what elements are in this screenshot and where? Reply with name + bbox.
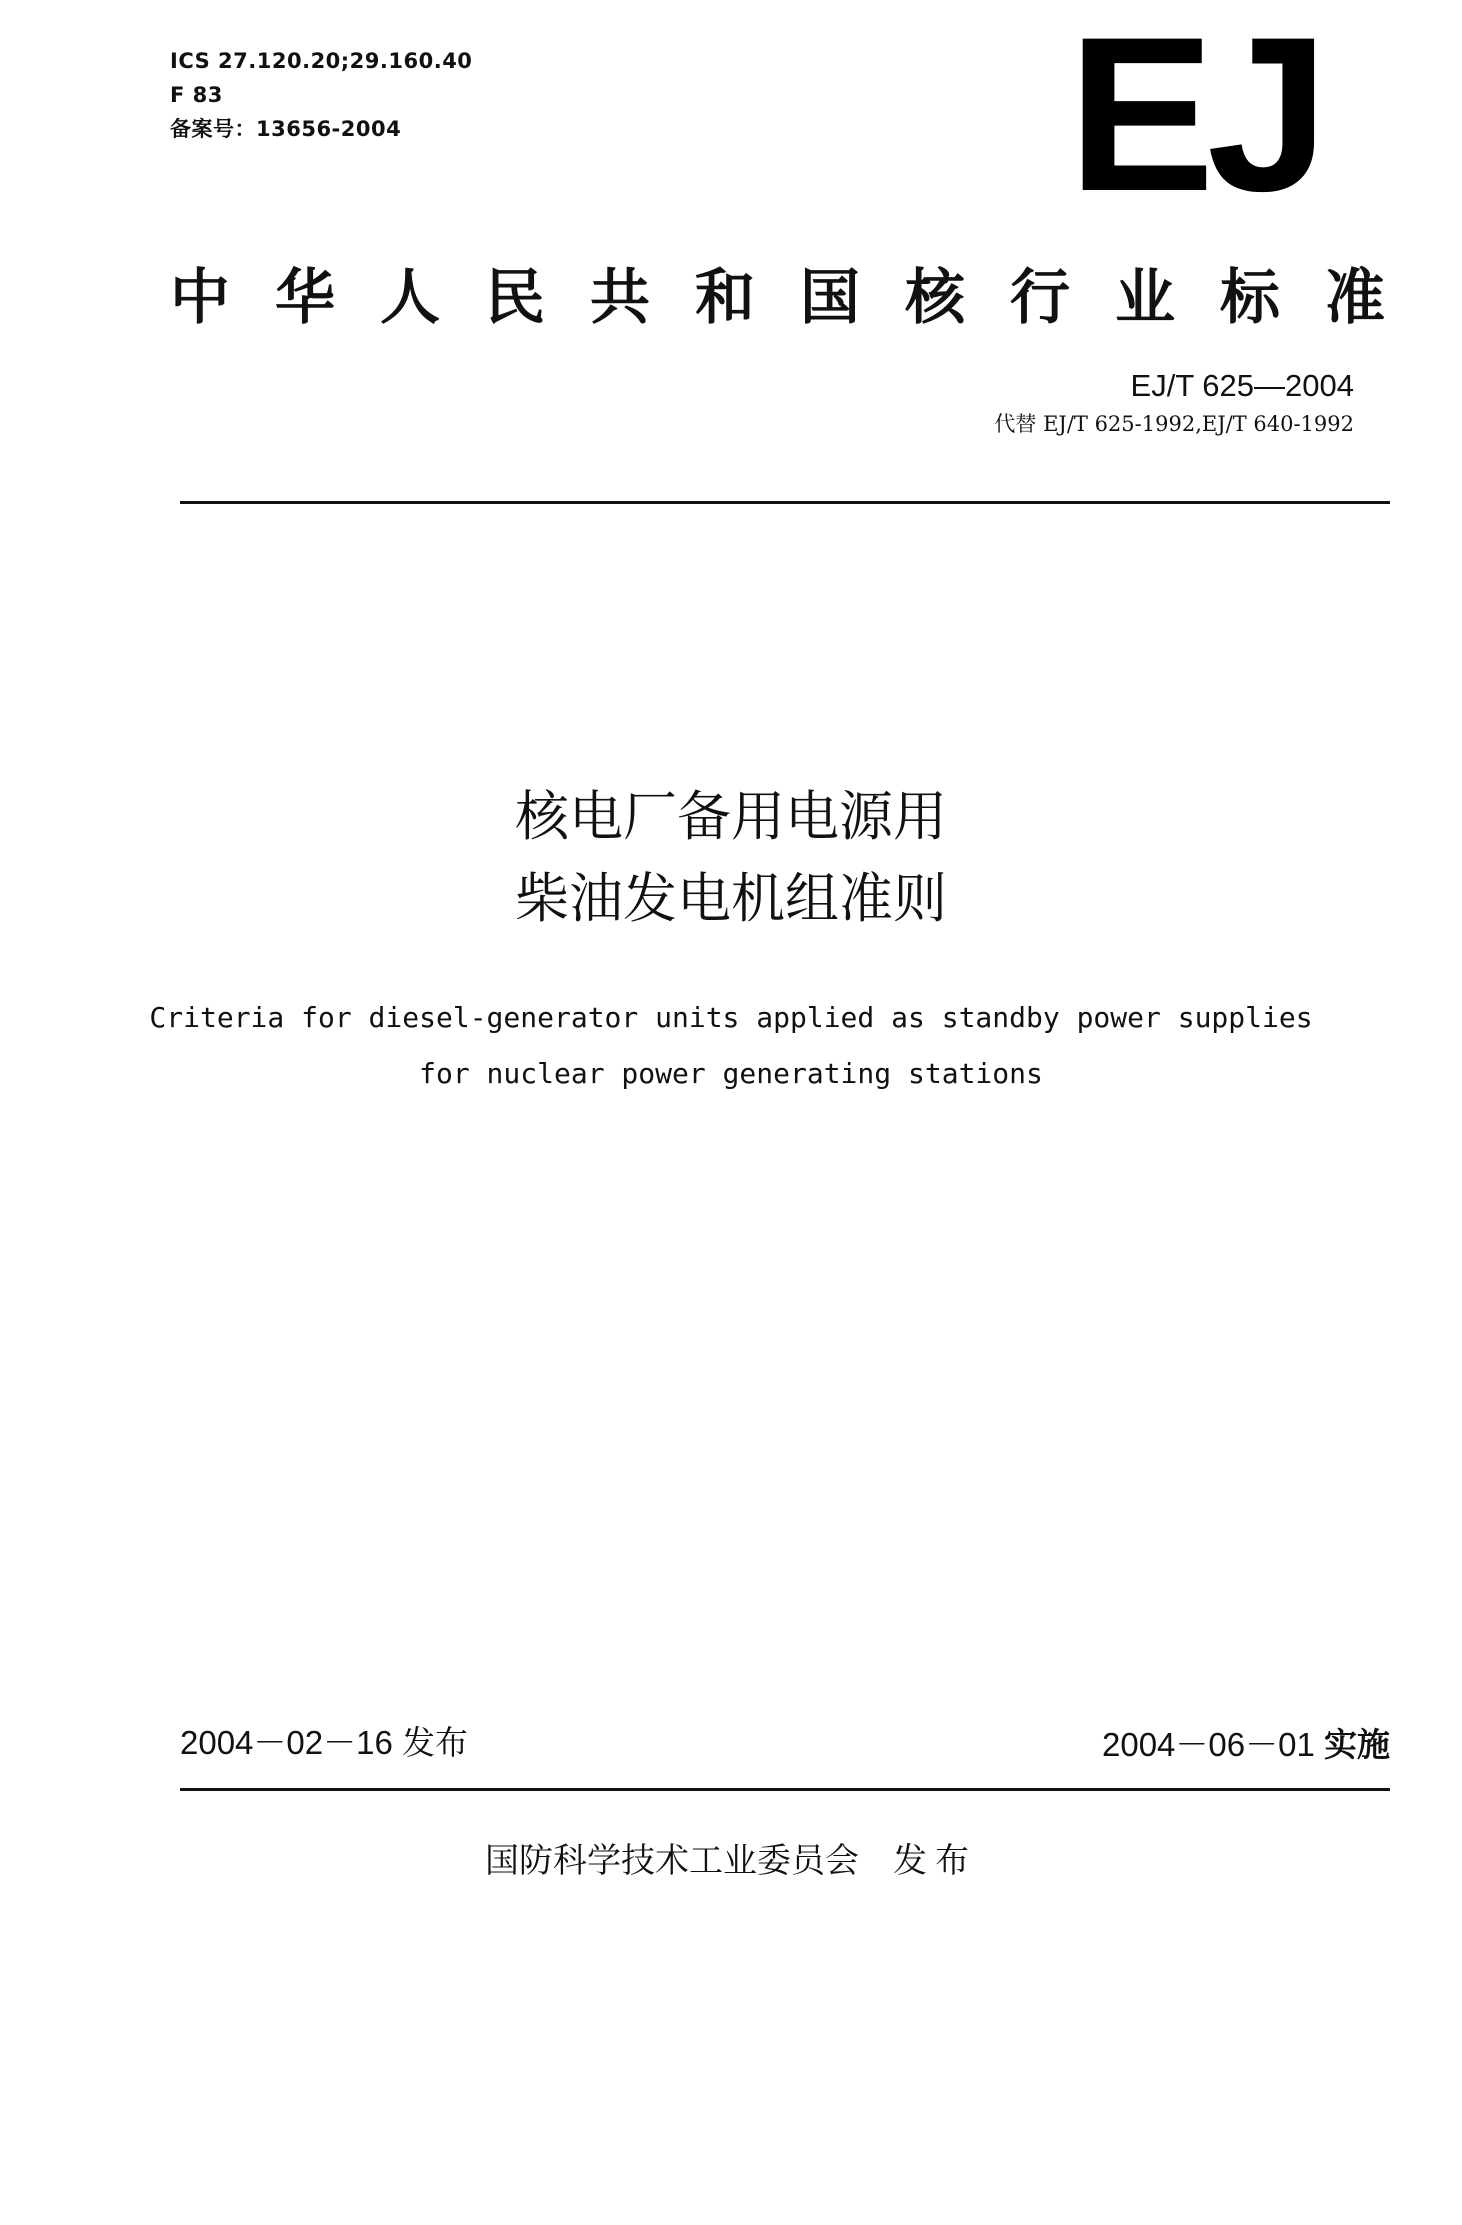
classification-code: F 83 — [170, 83, 223, 107]
top-divider — [180, 501, 1390, 504]
filing-number: 备案号：13656-2004 — [170, 117, 402, 141]
category-char: 中 — [170, 263, 230, 333]
replaces-note: 代替 EJ/T 625-1992,EJ/T 640-1992 — [994, 412, 1354, 436]
category-char: 和 — [695, 263, 755, 333]
implementation-label: 实施 — [1324, 1726, 1390, 1763]
category-char: 共 — [590, 263, 650, 333]
issue-label: 发布 — [402, 1724, 468, 1761]
issue-date: 2004－02－16 — [180, 1724, 393, 1761]
standard-category-title — [170, 258, 1385, 338]
bottom-divider — [180, 1788, 1390, 1791]
chinese-title — [0, 776, 1462, 940]
english-title — [0, 990, 1462, 1102]
category-char: 业 — [1115, 263, 1175, 333]
category-char: 华 — [275, 263, 335, 333]
english-title-line-1: Criteria for diesel-generator units applied as standby power supplies — [149, 1001, 1313, 1034]
category-char: 行 — [1010, 263, 1070, 333]
chinese-title-line-2: 柴油发电机组准则 — [515, 867, 947, 930]
category-char: 人 — [380, 263, 440, 333]
header-metadata — [170, 44, 472, 146]
english-title-line-2: for nuclear power generating stations — [419, 1057, 1043, 1090]
ics-code: ICS 27.120.20;29.160.40 — [170, 49, 473, 73]
category-char: 准 — [1325, 263, 1385, 333]
issue-date-block — [180, 1718, 468, 1768]
implementation-date-block — [1102, 1720, 1390, 1770]
standard-number: EJ/T 625—2004 — [1130, 368, 1354, 403]
category-char: 核 — [905, 263, 965, 333]
publisher-action: 发布 — [893, 1841, 977, 1881]
publisher-name: 国防科学技术工业委员会 — [485, 1841, 859, 1881]
ej-logo: EJ — [1068, 0, 1322, 237]
implementation-date: 2004－06－01 — [1102, 1726, 1315, 1763]
publisher-line — [0, 1836, 1462, 1886]
chinese-title-line-1: 核电厂备用电源用 — [515, 785, 947, 848]
category-char: 国 — [800, 263, 860, 333]
category-char: 标 — [1220, 263, 1280, 333]
category-char: 民 — [485, 263, 545, 333]
